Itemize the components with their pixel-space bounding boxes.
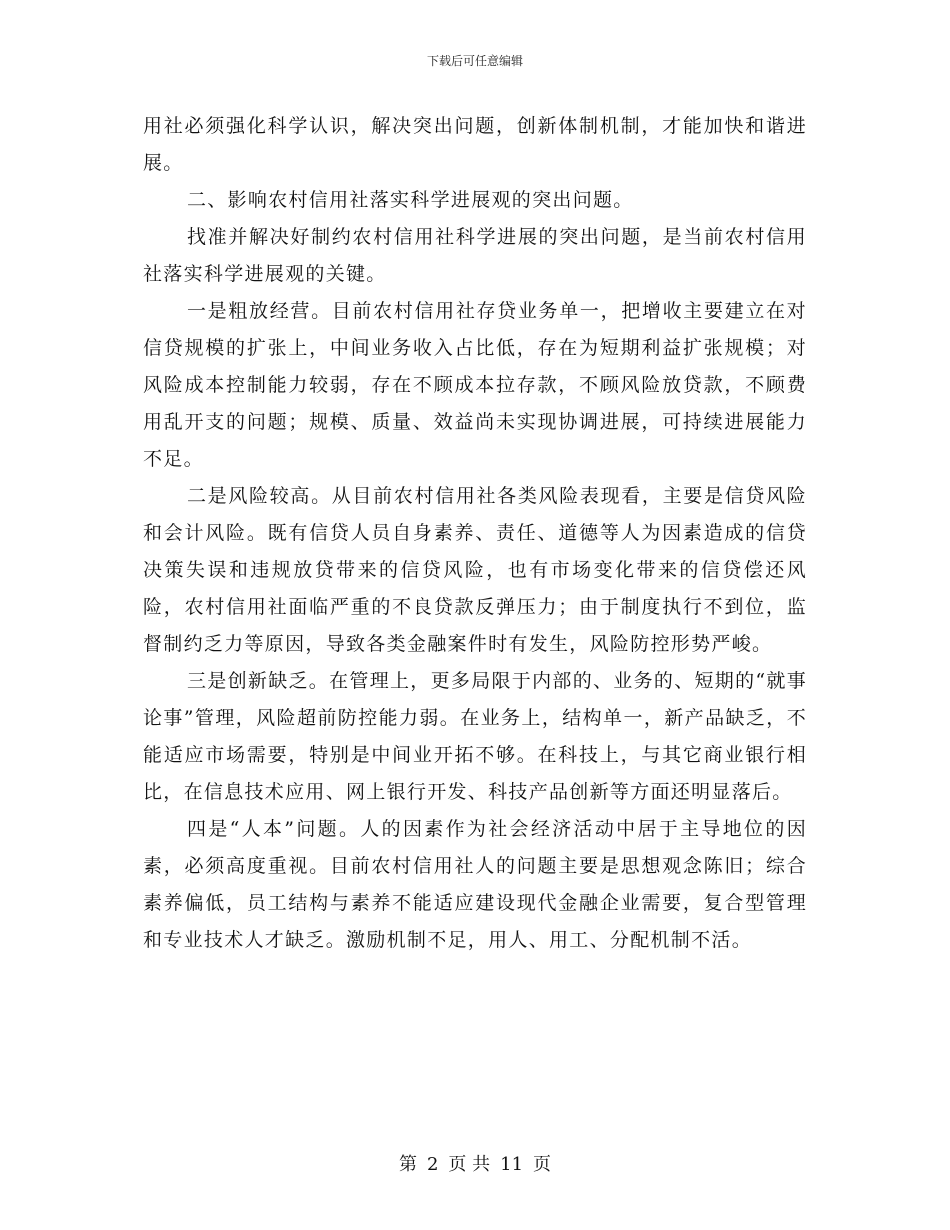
document-body bbox=[143, 108, 807, 959]
paragraph: 用社必须强化科学认识，解决突出问题，创新体制机制，才能加快和谐进展。 bbox=[143, 115, 807, 174]
page-footer bbox=[0, 1155, 950, 1175]
paragraph: 二是风险较高。从目前农村信用社各类风险表现看，主要是信贷风险和会计风险。既有信贷人员自身素养、责任、道德等人为因素造成的信贷决策失误和违规放贷带来的信贷风险，也有市场变化带来的信贷偿还风险，农村信用社面临严重的不良贷款反弹压力；由于制度执行不到位，监督制约乏力等原因，导致各类金融案件时有发生，风险防控形势严峻。 bbox=[143, 485, 807, 655]
total-page-number: 11 bbox=[500, 1154, 524, 1175]
footer-suffix: 页 bbox=[533, 1154, 552, 1175]
section-heading: 二、影响农村信用社落实科学进展观的突出问题。 bbox=[187, 189, 634, 211]
paragraph: 三是创新缺乏。在管理上，更多局限于内部的、业务的、短期的“就事论事”管理，风险超前防控能力弱。在业务上，结构单一，新产品缺乏，不能适应市场需要，特别是中间业开拓不够。在科技上，与其它商业银行相比，在信息技术应用、网上银行开发、科技产品创新等方面还明显落后。 bbox=[143, 670, 808, 803]
header-note: 下载后可任意编辑 bbox=[426, 54, 523, 68]
paragraph: 一是粗放经营。目前农村信用社存贷业务单一，把增收主要建立在对信贷规模的扩张上，中间业务收入占比低，存在为短期利益扩张规模；对风险成本控制能力较弱，存在不顾成本拉存款，不顾风险放贷款，不顾费用乱开支的问题；规模、质量、效益尚未实现协调进展，可持续进展能力不足。 bbox=[143, 300, 807, 470]
paragraph: 四是“人本”问题。人的因素作为社会经济活动中居于主导地位的因素，必须高度重视。目前农村信用社人的问题主要是思想观念陈旧；综合素养偏低，员工结构与素养不能适应建设现代金融企业需要，复合型管理和专业技术人才缺乏。激励机制不足，用人、用工、分配机制不活。 bbox=[143, 818, 807, 951]
paragraph: 找准并解决好制约农村信用社科学进展的突出问题，是当前农村信用社落实科学进展观的关键。 bbox=[143, 226, 807, 285]
footer-prefix: 第 bbox=[398, 1154, 417, 1175]
current-page-number: 2 bbox=[426, 1154, 439, 1175]
footer-middle: 页 共 bbox=[448, 1154, 491, 1175]
